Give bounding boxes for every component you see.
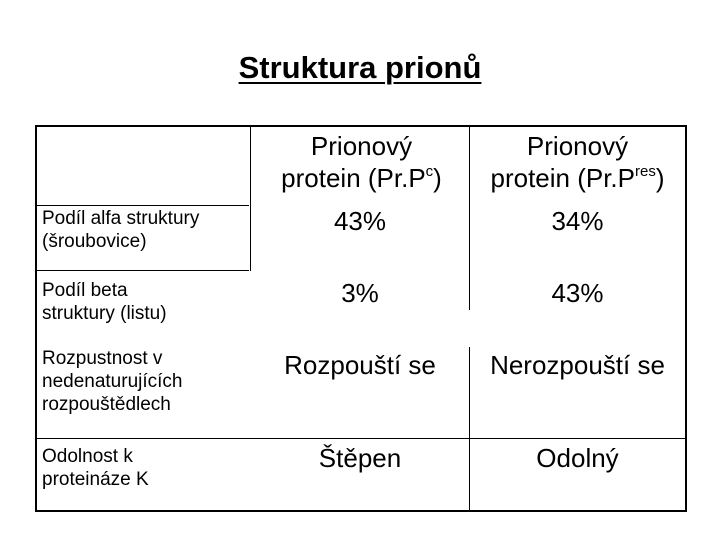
page-title	[0, 48, 720, 88]
row-label-beta-structure: Podíl beta struktury (listu)	[42, 280, 167, 324]
grid-line-horizontal-header	[37, 205, 249, 206]
cell-beta-prp-c: 3%	[341, 278, 379, 308]
column-header-prp-res-superscript: res	[635, 163, 656, 180]
row-label-solubility: Rozpustnost v nedenaturujících rozpouštědlech	[42, 348, 183, 415]
cell-proteinase-prp-res: Odolný	[536, 443, 619, 473]
column-header-prp-res-line2: protein $(Pr.P^{res})$	[490, 163, 665, 193]
column-header-prp-c-superscript: c	[425, 163, 434, 180]
cell-solubility-prp-res: Nerozpouští se	[490, 350, 665, 380]
grid-line-vertical-1	[250, 127, 251, 271]
row-label-proteinase-resistance: Odolnost k proteináze K	[42, 446, 149, 490]
page-title-text: Struktura prionů	[238, 50, 482, 85]
column-header-prp-res	[475, 130, 680, 194]
cell-beta-prp-res: 43%	[551, 278, 604, 308]
column-header-prp-res-line1: Prionový	[526, 131, 629, 161]
prion-structure-table	[35, 125, 687, 512]
column-header-prp-c-line1: Prionový	[310, 131, 413, 161]
grid-line-horizontal-row1	[37, 270, 249, 271]
cell-solubility-prp-c: Rozpouští se	[284, 350, 436, 380]
column-header-prp-c-line2: protein $(Pr.P^c)$	[281, 163, 442, 193]
grid-line-horizontal-row3	[37, 438, 685, 439]
cell-alpha-prp-res: 34%	[551, 206, 604, 236]
cell-proteinase-prp-c: Štěpen	[318, 443, 402, 473]
column-header-prp-c	[259, 130, 464, 194]
row-label-alpha-structure: Podíl alfa struktury (šroubovice)	[42, 208, 200, 252]
cell-alpha-prp-c: 43%	[333, 206, 387, 236]
